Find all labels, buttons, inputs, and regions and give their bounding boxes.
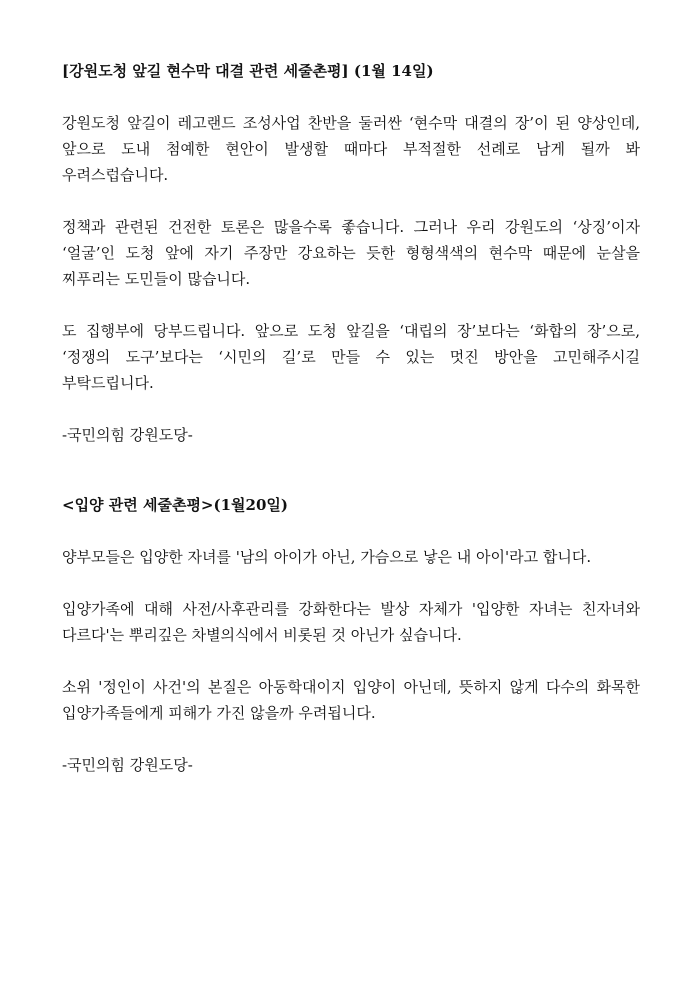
paragraph: 도 집행부에 당부드립니다. 앞으로 도청 앞길을 ‘대립의 장’보다는 ‘화합의 장’으로, ‘정쟁의 도구’보다는 ‘시민의 길’로 만들 수 있는 멋진 방안을 고민해주시길 부탁드립니다. (62, 322, 640, 392)
signature: -국민의힘 강원도당- (62, 756, 193, 774)
section-gangwon-banner (62, 58, 640, 448)
paragraph: 정책과 관련된 건전한 토론은 많을수록 좋습니다. 그러나 우리 강원도의 ‘상징’이자 ‘얼굴’인 도청 앞에 자기 주장만 강요하는 듯한 형형색색의 현수막 때문에 눈살을 찌푸리는 도민들이 많습니다. (62, 218, 640, 288)
paragraph: 양부모들은 입양한 자녀를 '남의 아이가 아닌, 가슴으로 낳은 내 아이'라고 합니다. (62, 548, 592, 566)
paragraph: 강원도청 앞길이 레고랜드 조성사업 찬반을 둘러싼 ‘현수막 대결의 장’이 된 양상인데, 앞으로 도내 첨예한 현안이 발생할 때마다 부적절한 선례로 남게 될까 봐 우려스럽습니다. (62, 114, 640, 184)
paragraph: 소위 '정인이 사건'의 본질은 아동학대이지 입양이 아닌데, 뜻하지 않게 다수의 화목한 입양가족들에게 피해가 가진 않을까 우려됩니다. (62, 678, 640, 722)
section-title: [강원도청 앞길 현수막 대결 관련 세줄촌평] (1월 14일) (62, 62, 434, 80)
signature: -국민의힘 강원도당- (62, 426, 193, 444)
section-title: <입양 관련 세줄촌평>(1월20일) (62, 496, 288, 514)
paragraph: 입양가족에 대해 사전/사후관리를 강화한다는 발상 자체가 '입양한 자녀는 친자녀와 다르다'는 뿌리깊은 차별의식에서 비롯된 것 아닌가 싶습니다. (62, 600, 640, 644)
section-adoption (62, 492, 640, 778)
